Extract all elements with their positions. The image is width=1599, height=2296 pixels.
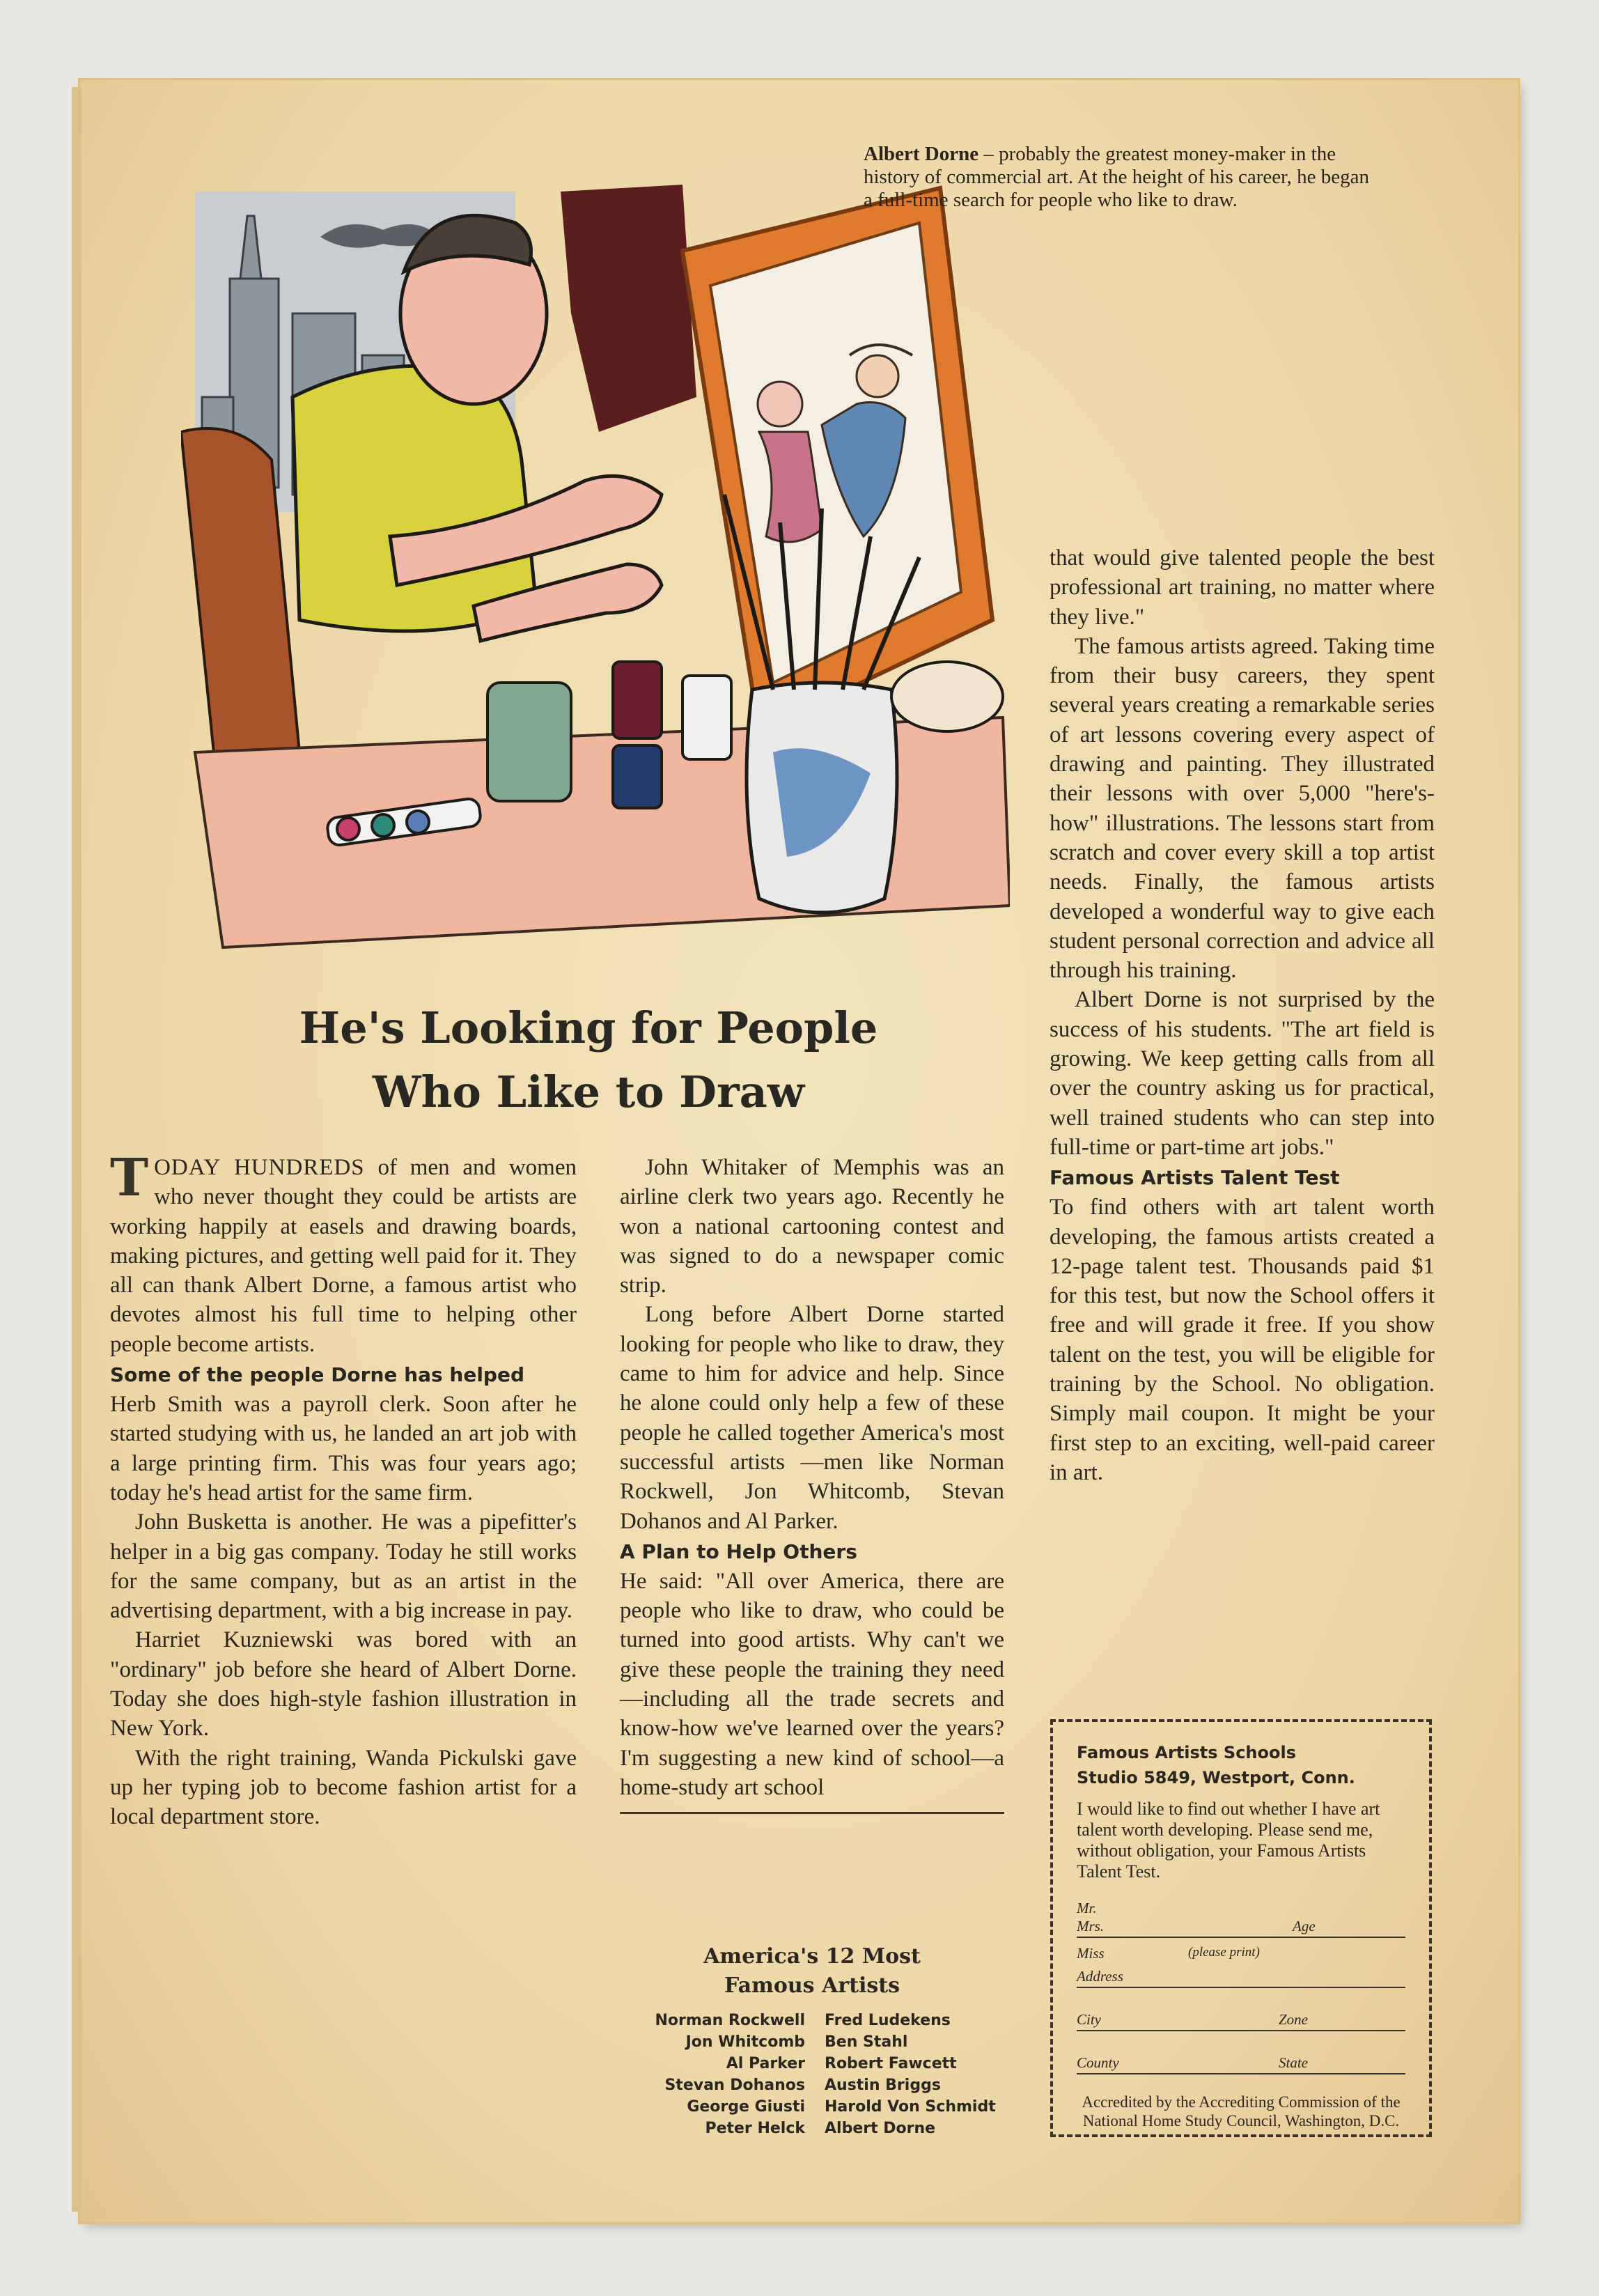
paragraph: John Whitaker of Memphis was an airline clerk two years ago. Recently he won a national cartooning contest and was signed to do a newspaper comic strip. <box>620 1155 1004 1298</box>
name-field[interactable] <box>1077 1916 1405 1938</box>
label-city: City <box>1077 2011 1101 2028</box>
intro-smallcaps: ODAY HUNDREDS <box>154 1155 365 1180</box>
paragraph: John Busketta is another. He was a pipefitter's helper in a big gas company. Today he still works for the same company, but as an artist in the advertising department, with a big increase in pay. <box>110 1510 577 1624</box>
divider <box>620 1812 1004 1814</box>
artists-title-line-1: America's 12 Most <box>703 1944 921 1969</box>
coupon-form <box>1077 1900 1405 2074</box>
page-edge <box>72 87 81 2212</box>
artist-name: Harold Von Schmidt <box>825 2098 996 2116</box>
artist-name: Jon Whitcomb <box>685 2033 805 2051</box>
paragraph: With the right training, Wanda Pickulski gave up her typing job to become fashion artist for a local department store. <box>110 1745 577 1830</box>
artists-title-line-2: Famous Artists <box>724 1973 900 1998</box>
label-miss: Miss <box>1077 1945 1105 1962</box>
article-column-2 <box>620 1153 1004 1829</box>
artist-name: Albert Dorne <box>825 2120 936 2137</box>
city-zone-field[interactable] <box>1077 2009 1405 2031</box>
coupon-address: Studio 5849, Westport, Conn. <box>1077 1768 1355 1787</box>
label-age: Age <box>1293 1918 1316 1934</box>
subhead-talent-test: Famous Artists Talent Test <box>1050 1166 1340 1190</box>
headline-line-1: He's Looking for People <box>299 1002 878 1053</box>
caption-text: – probably the greatest money-maker in the history of commercial art. At the height of his career, he began a full-time search for people who like to draw. <box>864 143 1369 211</box>
artists-list-title <box>620 1942 1004 2001</box>
mail-coupon[interactable] <box>1050 1719 1432 2137</box>
paragraph: that would give talented people the best professional art training, no matter where they live." <box>1050 545 1435 630</box>
drop-cap: T <box>110 1148 149 1208</box>
artist-illustration <box>181 104 1010 982</box>
artist-name: Ben Stahl <box>825 2033 908 2051</box>
subhead-people-helped: Some of the people Dorne has helped <box>110 1363 524 1387</box>
illustration-caption <box>864 143 1379 212</box>
caption-name: Albert Dorne <box>864 143 979 165</box>
paragraph: To find others with art talent worth developing, the famous artists created a 12-page talent test. Thousands paid $1 for this test, but now the School offers it free and will grade it free. If you show talent on the test, you will be eligible for training by the School. No obligation. Simply mail coupon. It might be your first step to an exciting, well-paid career in art. <box>1050 1195 1435 1485</box>
headline <box>195 996 982 1124</box>
article-column-1 <box>110 1148 577 1832</box>
subhead-plan: A Plan to Help Others <box>620 1539 857 1563</box>
label-mr: Mr. <box>1077 1900 1097 1916</box>
salutation-labels <box>1077 1900 1405 1916</box>
paragraph: Herb Smith was a payroll clerk. Soon after he started studying with us, he landed an art job with a large printing firm. This was four years ago; today he's head artist for the same firm. <box>110 1392 577 1505</box>
artist-name: Peter Helck <box>705 2120 805 2137</box>
paragraph: The famous artists agreed. Taking time from their busy careers, they spent several years creating a remarkable series of art lessons covering every aspect of drawing and painting. They illustrated their lessons with over 5,000 "here's-how" illustrations. The lessons start from scratch and cover every skill a top artist needs. Finally, the famous artists developed a wonderful way to give each student personal correction and advice all through his training. <box>1050 633 1435 984</box>
label-please-print: (please print) <box>1188 1945 1260 1960</box>
intro-text: of men and women who never thought they could be artists are working happily at easels and drawing boards, making pictures, and getting well paid for it. They all can thank Albert Dorne, a famous artist who devotes almost his full time to helping other people become artists. <box>110 1155 577 1357</box>
address-field[interactable] <box>1077 1966 1405 1988</box>
artist-name: Robert Fawcett <box>825 2055 957 2072</box>
paragraph: Long before Albert Dorne started looking for people who like to draw, they came to him for advice and help. Since he alone could only help a few of these people he called together America's most successful artists —men like Norman Rockwell, Jon Whitcomb, Stevan Dohanos and Al Parker. <box>620 1302 1004 1534</box>
name-subline <box>1077 1945 1405 1966</box>
label-zone: Zone <box>1279 2011 1308 2028</box>
label-mrs: Mrs. <box>1077 1918 1105 1934</box>
water-bowl <box>891 662 1003 731</box>
artist-name: Fred Ludekens <box>825 2012 951 2029</box>
artist-name: Al Parker <box>726 2055 805 2072</box>
paragraph: Albert Dorne is not surprised by the success of his students. "The art field is growing. We keep getting calls from all over the country asking us for practical, well trained students who can step into full-time or part-time art jobs." <box>1050 987 1435 1160</box>
article-column-3 <box>1050 543 1435 1487</box>
label-state: State <box>1279 2054 1308 2071</box>
curtain <box>561 185 696 432</box>
coupon-school-name: Famous Artists Schools <box>1077 1743 1296 1762</box>
artists-list <box>613 2010 1017 2139</box>
artist-name: Norman Rockwell <box>655 2012 805 2029</box>
artist-name: George Giusti <box>687 2098 805 2116</box>
artist-name: Austin Briggs <box>825 2077 941 2094</box>
label-address: Address <box>1077 1968 1123 1985</box>
headline-line-2: Who Like to Draw <box>372 1066 805 1117</box>
label-county: County <box>1077 2054 1119 2071</box>
paragraph: He said: "All over America, there are people who like to draw, who could be turned into good artists. Why can't we give these people the training they need—including all the trade secrets and know-how we've learned over the years? I'm suggesting a new kind of school—a home-study art school <box>620 1568 1004 1800</box>
accreditation-note: Accredited by the Accrediting Commission of the National Home Study Council, Washington, D.C. <box>1082 2093 1401 2130</box>
paragraph: Harriet Kuzniewski was bored with an "ordinary" job before she heard of Albert Dorne. Today she does high-style fashion illustration in New York. <box>110 1627 577 1742</box>
artist-name: Stevan Dohanos <box>664 2077 805 2094</box>
intro-paragraph <box>110 1148 577 1359</box>
county-state-field[interactable] <box>1077 2052 1405 2074</box>
coupon-request-text: I would like to find out whether I have art talent worth developing. Please send me, without obligation, your Famous Artists Talent Test. <box>1077 1799 1380 1882</box>
